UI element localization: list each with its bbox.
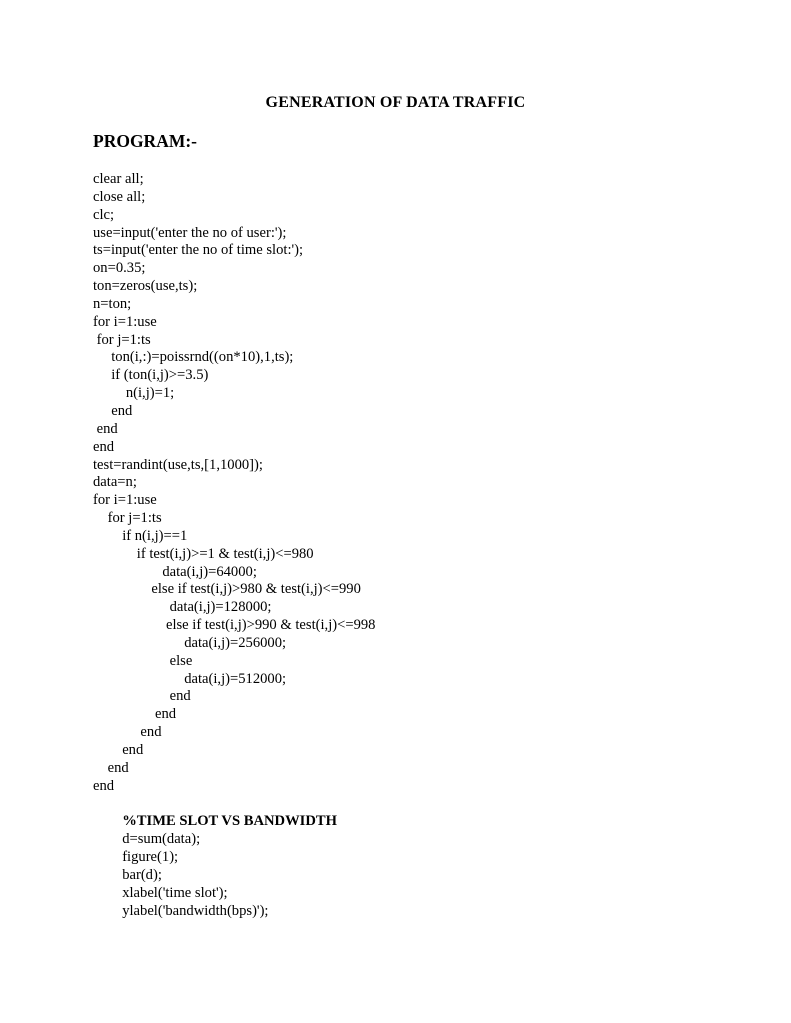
code-line: n(i,j)=1; <box>93 385 175 402</box>
code-block <box>93 171 375 920</box>
code-line: end <box>93 742 144 758</box>
code-line: ton=zeros(use,ts); <box>93 278 198 295</box>
code-line: end <box>93 402 133 419</box>
code-line: ts=input('enter the no of time slot:'); <box>93 242 304 259</box>
code-line: data(i,j)=256000; <box>93 634 287 651</box>
code-line: end <box>93 724 162 741</box>
code-line: test=randint(use,ts,[1,1000]); <box>93 456 263 473</box>
code-line: ylabel('bandwidth(bps)'); <box>93 902 269 919</box>
code-line: if (ton(i,j)>=3.5) <box>93 367 209 384</box>
code-line: clc; <box>93 206 115 223</box>
code-line: clear all; <box>93 171 144 187</box>
code-line: data=n; <box>93 474 137 491</box>
document-title: GENERATION OF DATA TRAFFIC <box>265 94 526 111</box>
code-line: else <box>93 652 193 669</box>
code-line: on=0.35; <box>93 260 146 277</box>
code-line: data(i,j)=64000; <box>93 563 257 580</box>
code-line: close all; <box>93 188 146 205</box>
code-line: figure(1); <box>93 849 179 866</box>
code-line: end <box>93 688 191 705</box>
code-line: for j=1:ts <box>93 331 151 348</box>
code-line: for i=1:use <box>93 492 157 509</box>
code-line: else if test(i,j)>990 & test(i,j)<=998 <box>93 617 376 634</box>
code-line: for j=1:ts <box>93 510 162 527</box>
program-heading: PROGRAM:- <box>93 131 198 151</box>
code-line: d=sum(data); <box>93 831 201 848</box>
code-line: end <box>93 777 115 794</box>
code-line: bar(d); <box>93 866 162 883</box>
code-line: end <box>93 420 118 437</box>
code-line <box>93 796 375 814</box>
code-line: ton(i,:)=poissrnd((on*10),1,ts); <box>93 349 294 366</box>
code-line: data(i,j)=128000; <box>93 599 272 616</box>
code-line: use=input('enter the no of user:'); <box>93 224 287 241</box>
code-line: if n(i,j)==1 <box>93 527 188 544</box>
code-line: xlabel('time slot'); <box>93 884 228 901</box>
code-line: end <box>93 759 129 776</box>
code-line: n=ton; <box>93 295 132 312</box>
code-line: if test(i,j)>=1 & test(i,j)<=980 <box>93 545 314 562</box>
code-line: end <box>93 438 115 455</box>
code-line: end <box>93 706 177 723</box>
code-line: data(i,j)=512000; <box>93 670 287 687</box>
code-line: for i=1:use <box>93 313 157 330</box>
code-comment-line: %TIME SLOT VS BANDWIDTH <box>93 813 337 830</box>
code-line: else if test(i,j)>980 & test(i,j)<=990 <box>93 581 361 598</box>
